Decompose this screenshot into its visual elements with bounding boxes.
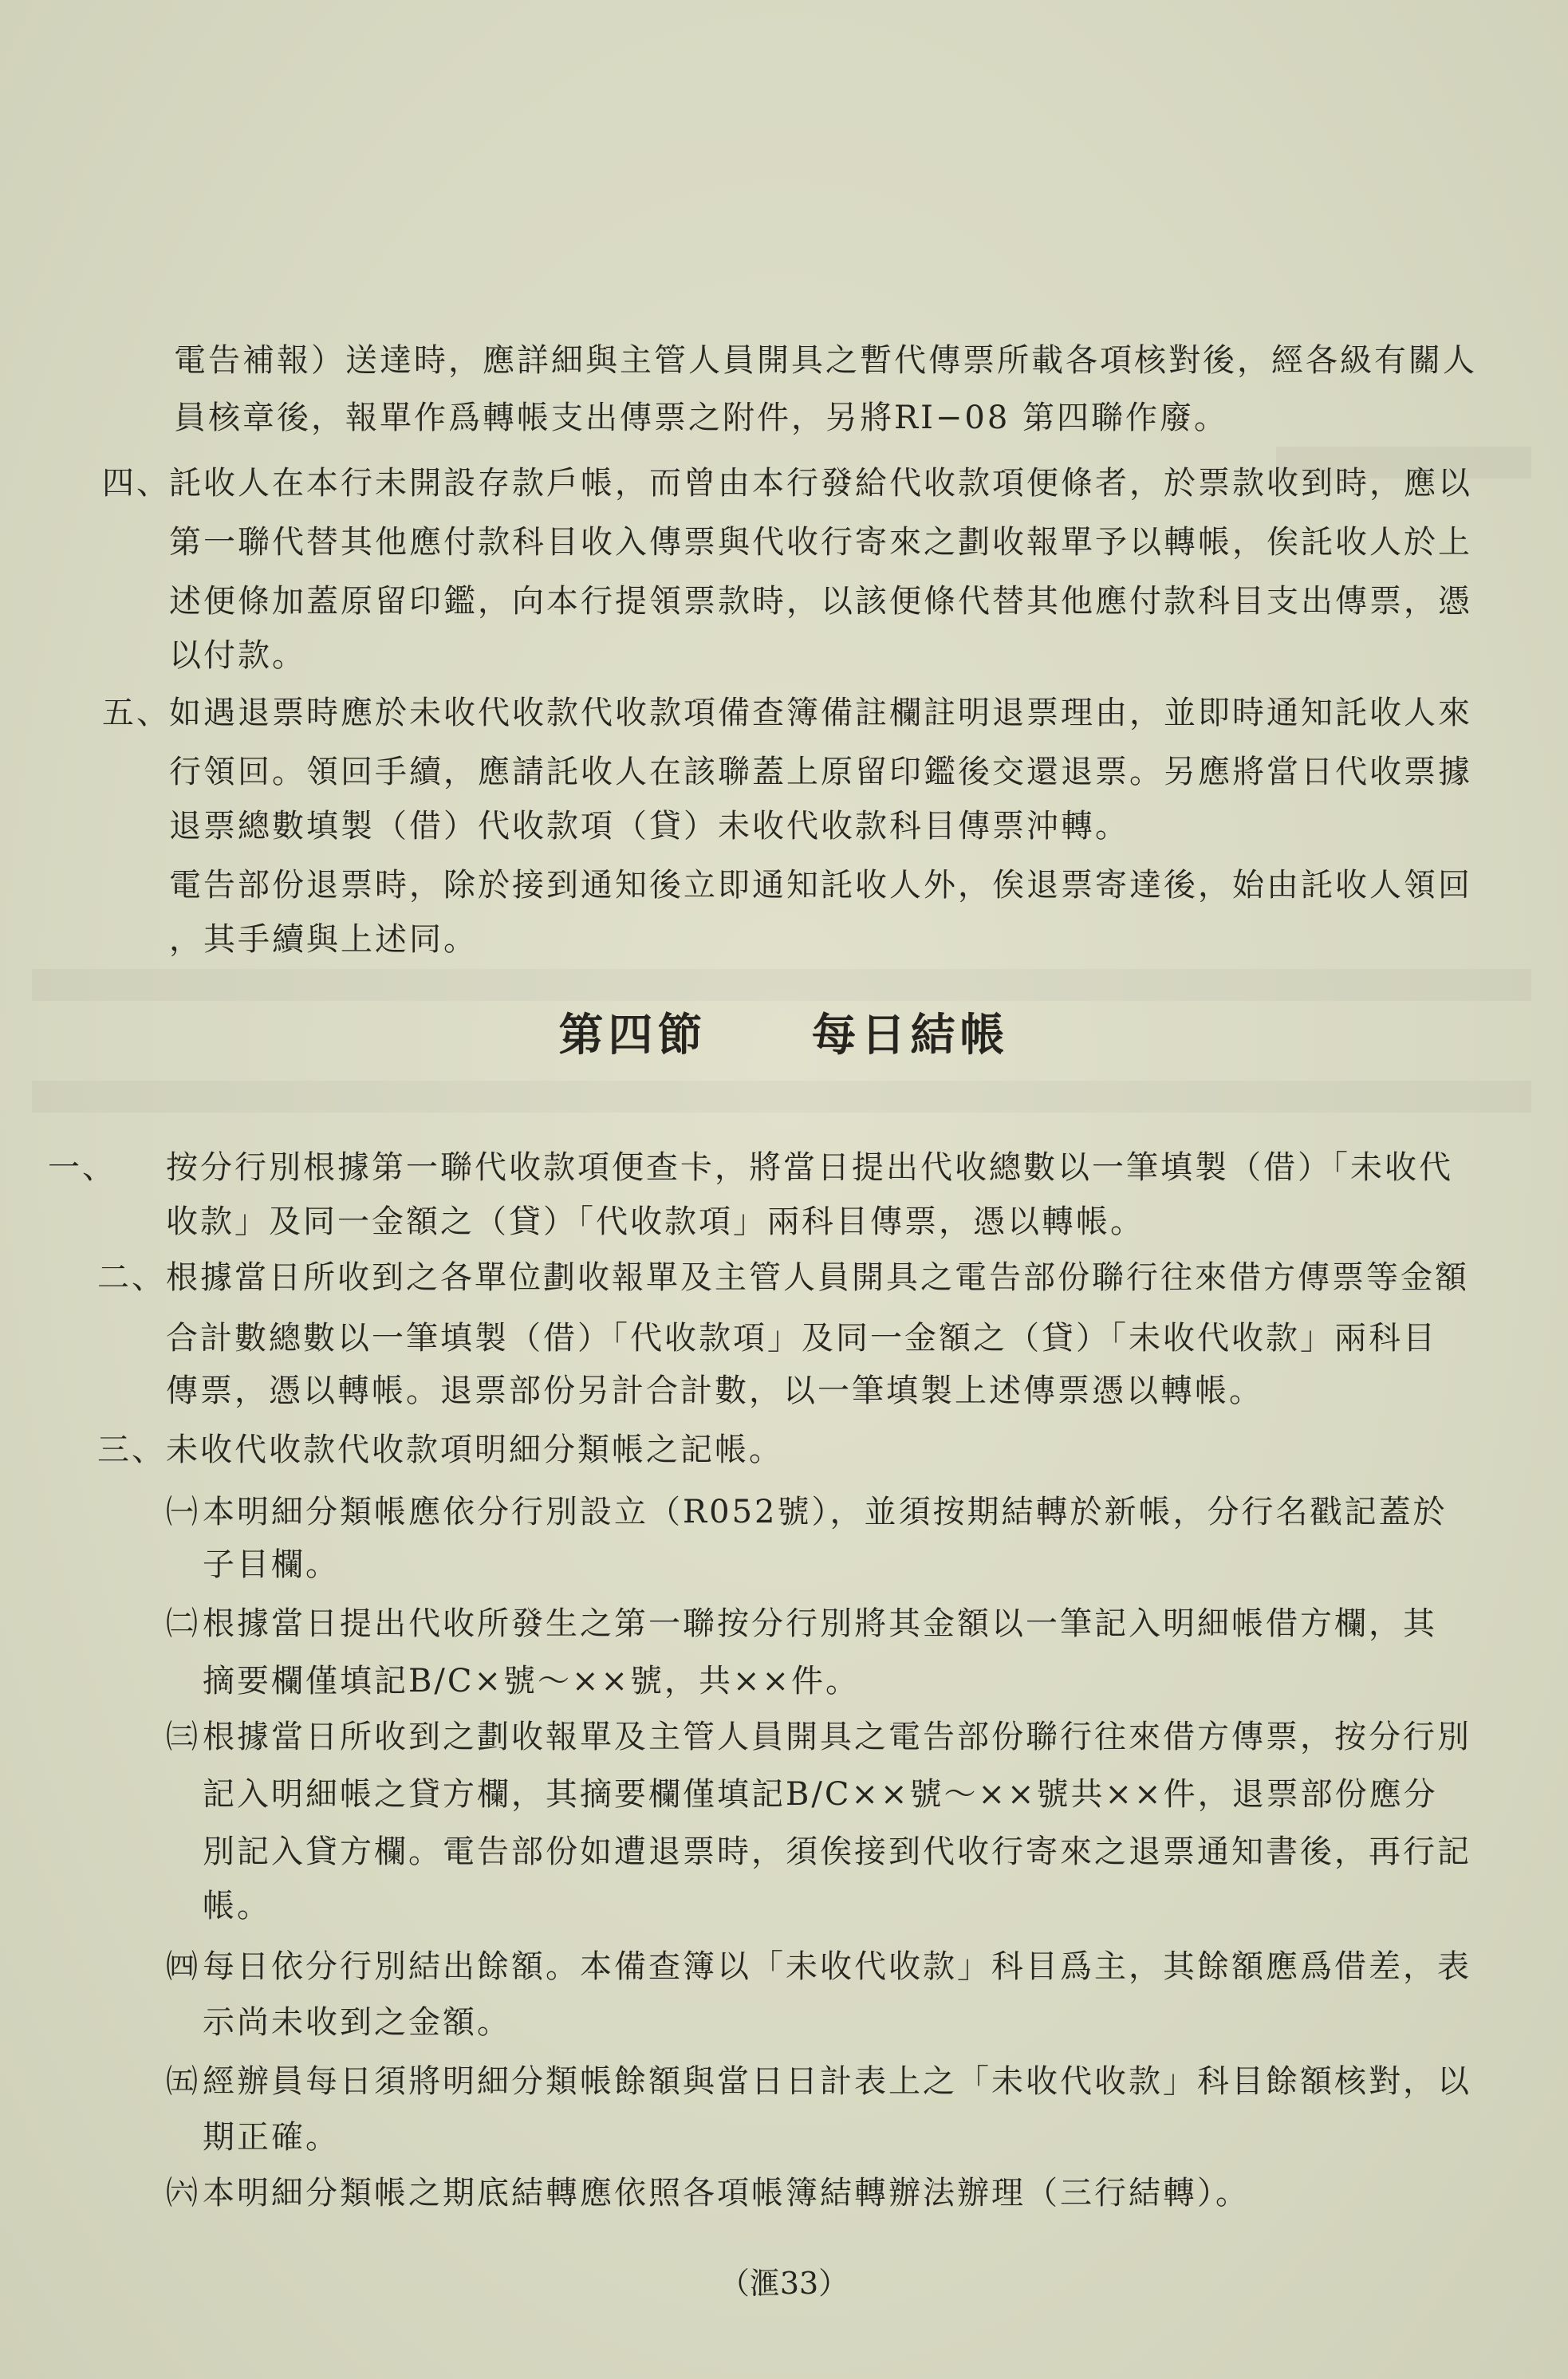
text-line: 示尚未收到之金額。 bbox=[203, 2004, 511, 2041]
bleed-through-mark bbox=[32, 1081, 1531, 1113]
text-line: 每日依分行別結出餘額。本備查簿以「未收代收款」科目爲主，其餘額應爲借差，表 bbox=[203, 1948, 1471, 1985]
text-line: 收款」及同一金額之（貸）「代收款項」兩科目傳票，憑以轉帳。 bbox=[166, 1203, 1144, 1240]
text-line: 經辦員每日須將明細分類帳餘額與當日日計表上之「未收代收款」科目餘額核對，以 bbox=[203, 2063, 1471, 2100]
text-line: 述便條加蓋原留印鑑，向本行提領票款時，以該便條代替其他應付款科目支出傳票，憑 bbox=[169, 583, 1472, 620]
text-line: 根據當日所收到之劃收報單及主管人員開具之電告部份聯行往來借方傳票，按分行別 bbox=[203, 1719, 1471, 1755]
section-title: 每日結帳 bbox=[811, 1009, 1010, 1061]
text-line: 本明細分類帳之期底結轉應依照各項帳簿結轉辦法辦理（三行結轉）。 bbox=[203, 2175, 1250, 2212]
text-line: 本明細分類帳應依分行別設立（R052號），並須按期結轉於新帳，分行名戳記蓋於 bbox=[203, 1494, 1448, 1530]
text-line: 以付款。 bbox=[169, 637, 306, 674]
sub-item-marker: ㈥ bbox=[166, 2175, 200, 2212]
text-line: 員核章後，報單作爲轉帳支出傳票之附件，另將RI−08 第四聯作廢。 bbox=[174, 400, 1229, 436]
text-line: 別記入貸方欄。電告部份如遭退票時，須俟接到代收行寄來之退票通知書後，再行記 bbox=[203, 1833, 1471, 1870]
item-marker: 三、 bbox=[97, 1432, 166, 1468]
item-marker: 一、 bbox=[48, 1149, 116, 1186]
text-line: 行領回。領回手續，應請託收人在該聯蓋上原留印鑑後交還退票。另應將當日代收票據 bbox=[169, 754, 1472, 790]
text-line: 根據當日提出代收所發生之第一聯按分行別將其金額以一筆記入明細帳借方欄，其 bbox=[203, 1605, 1437, 1642]
text-line: ，其手續與上述同。 bbox=[169, 921, 478, 958]
section-number: 第四節 bbox=[558, 1009, 707, 1061]
sub-item-marker: ㈡ bbox=[166, 1605, 200, 1642]
text-line: 傳票，憑以轉帳。退票部份另計合計數，以一筆填製上述傳票憑以轉帳。 bbox=[166, 1373, 1263, 1409]
text-line: 期正確。 bbox=[203, 2119, 340, 2156]
text-line: 退票總數填製（借）代收款項（貸）未收代收款科目傳票沖轉。 bbox=[169, 808, 1129, 845]
bleed-through-mark bbox=[32, 969, 1531, 1001]
text-line: 子目欄。 bbox=[203, 1546, 340, 1583]
item-marker: 二、 bbox=[97, 1259, 166, 1296]
text-line: 電告部份退票時，除於接到通知後立即通知託收人外，俟退票寄達後，始由託收人領回 bbox=[169, 867, 1472, 904]
text-line: 摘要欄僅填記B/C×號〜××號，共××件。 bbox=[203, 1663, 861, 1700]
sub-item-marker: ㈠ bbox=[166, 1494, 200, 1530]
sub-item-marker: ㈢ bbox=[166, 1719, 200, 1755]
section-heading bbox=[0, 1006, 1568, 1064]
text-line: 第一聯代替其他應付款科目收入傳票與代收行寄來之劃收報單予以轉帳，俟託收人於上 bbox=[169, 524, 1472, 561]
text-line: 未收代收款代收款項明細分類帳之記帳。 bbox=[166, 1432, 783, 1468]
text-line: 合計數總數以一筆填製（借）「代收款項」及同一金額之（貸）「未收代收款」兩科目 bbox=[166, 1320, 1437, 1357]
text-line: 記入明細帳之貸方欄，其摘要欄僅填記B/C××號〜××號共××件，退票部份應分 bbox=[203, 1776, 1438, 1813]
item-marker: 四、 bbox=[102, 465, 171, 502]
text-line: 電告補報）送達時，應詳細與主管人員開具之暫代傳票所載各項核對後，經各級有關人 bbox=[174, 342, 1477, 379]
text-line: 託收人在本行未開設存款戶帳，而曾由本行發給代收款項便條者，於票款收到時，應以 bbox=[169, 465, 1472, 502]
sub-item-marker: ㈣ bbox=[166, 1948, 200, 1985]
text-line: 按分行別根據第一聯代收款項便查卡，將當日提出代收總數以一筆填製（借）「未收代 bbox=[166, 1149, 1453, 1186]
text-line: 帳。 bbox=[203, 1888, 271, 1924]
page-number: （滙33） bbox=[719, 2266, 849, 2301]
sub-item-marker: ㈤ bbox=[166, 2063, 200, 2100]
item-marker: 五、 bbox=[102, 695, 171, 731]
text-line: 根據當日所收到之各單位劃收報單及主管人員開具之電告部份聯行往來借方傳票等金額 bbox=[166, 1259, 1469, 1296]
text-line: 如遇退票時應於未收代收款代收款項備查簿備註欄註明退票理由，並即時通知託收人來 bbox=[169, 695, 1472, 731]
